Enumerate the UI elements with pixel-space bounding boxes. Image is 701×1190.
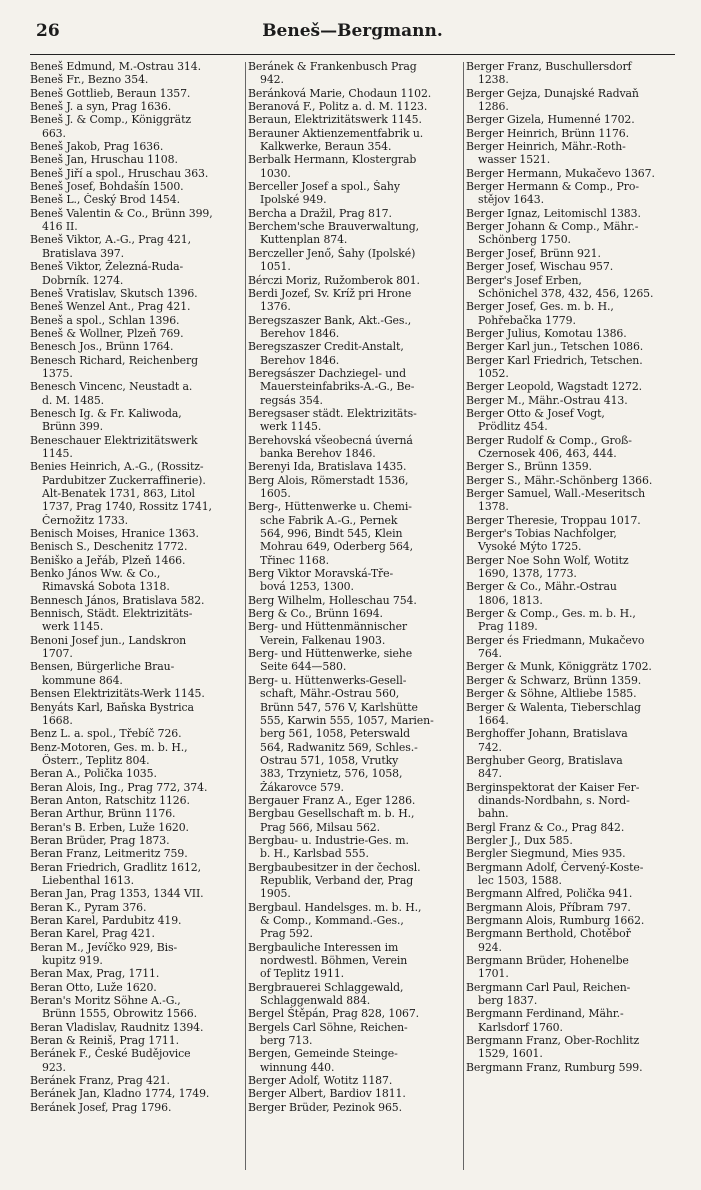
entry-continuation: berg 1837.: [478, 994, 538, 1008]
entry-continuation: Liebenthal 1613.: [42, 873, 134, 887]
directory-entry: Beran Alois, Ing., Prag 772, 374.: [30, 780, 208, 794]
entry-continuation: 1664.: [478, 713, 509, 727]
entry-continuation: Verein, Falkenau 1903.: [260, 633, 386, 647]
entry-continuation: stějov 1643.: [478, 193, 544, 207]
directory-entry: Bergbauliche Interessen im: [248, 940, 399, 954]
directory-entry: Beneš Viktor, Železná-Ruda-: [30, 260, 184, 274]
directory-entry: Bergauer Franz A., Eger 1286.: [248, 793, 416, 807]
directory-entry: Berdi Jozef, Sv. Kríž pri Hrone: [248, 286, 412, 300]
directory-entry: Benz L. a. spol., Třebíč 726.: [30, 727, 182, 741]
entry-continuation: Berehov 1846.: [260, 353, 340, 367]
directory-entry: Benesch Vincenc, Neustadt a.: [30, 380, 193, 394]
entry-continuation: 923.: [42, 1060, 66, 1074]
entry-continuation: Pardubitzer Zuckerraffinerie).: [42, 473, 206, 487]
entry-continuation: 1051.: [260, 260, 291, 274]
directory-entry: Berger Josef, Brünn 921.: [466, 246, 601, 260]
directory-entry: Bensen, Bürgerliche Brau-: [30, 660, 175, 674]
directory-entry: Berger Rudolf & Comp., Groß-: [466, 433, 632, 447]
entry-continuation: schaft, Mähr.-Ostrau 560,: [260, 687, 400, 701]
directory-entry: Beránek & Frankenbusch Prag: [248, 60, 417, 73]
entry-continuation: 1378.: [478, 500, 509, 514]
directory-entry: Beneš Edmund, M.-Ostrau 314.: [30, 60, 201, 73]
directory-entry: Beneš a spol., Schlan 1396.: [30, 313, 180, 327]
entry-continuation: 663.: [42, 126, 66, 140]
directory-entry: Benesch Richard, Reichenberg: [30, 353, 198, 367]
entry-continuation: Žákarovce 579.: [260, 780, 344, 794]
directory-entry: Benko János Ww. & Co.,: [30, 567, 161, 581]
directory-entry: Beregszaszer Credit-Anstalt,: [248, 340, 404, 354]
directory-entry: Bergmann Brüder, Hohenelbe: [466, 954, 629, 968]
directory-entry: Berger Julius, Komotau 1386.: [466, 326, 627, 340]
directory-entry: Beran's B. Erben, Luže 1620.: [30, 820, 189, 834]
directory-entry: Berger Adolf, Wotitz 1187.: [248, 1074, 393, 1088]
directory-entry: Bergmann Alois, Rumburg 1662.: [466, 914, 645, 927]
directory-entry: Berghoffer Johann, Bratislava: [466, 727, 628, 741]
entry-continuation: 1375.: [42, 366, 73, 380]
directory-entry: Beránek Jan, Kladno 1774, 1749.: [30, 1087, 210, 1101]
entry-continuation: & Comp., Kommand.-Ges.,: [260, 914, 404, 927]
entry-continuation: Prag 592.: [260, 927, 313, 941]
entry-continuation: Alt-Benatek 1731, 863, Litol: [42, 487, 195, 500]
entry-continuation: wasser 1521.: [478, 153, 551, 167]
entry-continuation: Ipolské 949.: [260, 193, 327, 207]
directory-entry: Berger Brüder, Pezinok 965.: [248, 1100, 402, 1114]
directory-entry: Berger & Söhne, Altliebe 1585.: [466, 687, 637, 701]
directory-entry: Berger & Co., Mähr.-Ostrau: [466, 580, 617, 594]
entry-continuation: winnung 440.: [260, 1060, 335, 1074]
directory-entry: Beran & Reiniš, Prag 1711.: [30, 1034, 179, 1048]
entry-continuation: kupitz 919.: [42, 954, 103, 968]
directory-entry: Berg-, Hüttenwerke u. Chemi-: [248, 500, 412, 514]
directory-entry: Berg Alois, Römerstadt 1536,: [248, 473, 409, 487]
directory-entry: Beneš L., Český Brod 1454.: [30, 193, 180, 207]
entry-continuation: 555, Karwin 555, 1057, Marien-: [260, 713, 434, 727]
entry-continuation: 1238.: [478, 73, 509, 87]
entry-continuation: Bratislava 397.: [42, 246, 124, 260]
directory-entry: Beran A., Polička 1035.: [30, 767, 157, 781]
directory-entry: Bergmann Alfred, Polička 941.: [466, 887, 633, 901]
directory-entry: Beran Brüder, Prag 1873.: [30, 833, 170, 847]
entry-continuation: Mohrau 649, Oderberg 564,: [260, 540, 413, 554]
entry-continuation: 564, Radwanitz 569, Schles.-: [260, 740, 418, 754]
entry-continuation: 1806, 1813.: [478, 593, 543, 607]
directory-entry: Beneš Jan, Hruschau 1108.: [30, 153, 178, 167]
entry-continuation: 1690, 1378, 1773.: [478, 567, 577, 581]
entry-continuation: 1668.: [42, 713, 73, 727]
entry-continuation: 924.: [478, 940, 502, 954]
directory-entry: Bensen Elektrizitäts-Werk 1145.: [30, 687, 205, 701]
directory-entry: Beniško a Jeřáb, Plzeň 1466.: [30, 553, 186, 567]
directory-entry: Berger M., Mähr.-Ostrau 413.: [466, 393, 628, 407]
directory-entry: Beneš Jakob, Prag 1636.: [30, 140, 164, 154]
entry-continuation: Republik, Verband der, Prag: [260, 873, 414, 887]
entry-continuation: werk 1145.: [260, 420, 322, 434]
directory-entry: Berger & Schwarz, Brünn 1359.: [466, 673, 642, 687]
directory-entry: Beneschauer Elektrizitätswerk: [30, 433, 198, 447]
entry-continuation: lec 1503, 1588.: [478, 873, 562, 887]
directory-entry: Beneš Jiří a spol., Hruschau 363.: [30, 166, 209, 180]
directory-entry: Berger és Friedmann, Mukačevo: [466, 633, 645, 647]
directory-entry: Beran Max, Prag, 1711.: [30, 967, 160, 981]
directory-entry: Beránková Marie, Chodaun 1102.: [248, 86, 432, 100]
entry-continuation: Schlaggenwald 884.: [260, 994, 371, 1008]
directory-entry: Berger Josef, Ges. m. b. H.,: [466, 300, 614, 314]
directory-entry: Berginspektorat der Kaiser Fer-: [466, 780, 640, 794]
directory-entry: Berger & Comp., Ges. m. b. H.,: [466, 607, 636, 621]
directory-entry: Benesch Ig. & Fr. Kaliwoda,: [30, 406, 182, 420]
directory-entry: Bennisch, Städt. Elektrizitäts-: [30, 607, 193, 621]
directory-entry: Berbalk Hermann, Klostergrab: [248, 153, 417, 167]
directory-entry: Berg & Co., Brünn 1694.: [248, 607, 383, 621]
directory-entry: Bergmann Carl Paul, Reichen-: [466, 980, 631, 994]
directory-entry: Beneš J. a syn, Prag 1636.: [30, 100, 172, 114]
directory-entry: Benisch Moises, Hranice 1363.: [30, 527, 199, 541]
entry-continuation: werk 1145.: [42, 620, 104, 634]
entry-continuation: Kalkwerke, Beraun 354.: [260, 140, 392, 154]
directory-entry: Berger's Tobias Nachfolger,: [466, 527, 617, 541]
directory-entry: Berauner Aktienzementfabrik u.: [248, 126, 424, 140]
entry-continuation: 1701.: [478, 967, 509, 981]
directory-entry: Bergbau- u. Industrie-Ges. m.: [248, 833, 409, 847]
directory-entry: Bercha a Dražil, Prag 817.: [248, 206, 392, 220]
entry-continuation: 1707.: [42, 647, 73, 661]
directory-entry: Benies Heinrich, A.-G., (Rossitz-: [30, 460, 204, 474]
entry-continuation: berg 561, 1058, Peterswald: [260, 727, 410, 741]
directory-entry: Bérczi Moriz, Ružomberok 801.: [248, 273, 420, 287]
entry-continuation: Černožitz 1733.: [42, 513, 129, 527]
column-middle: [248, 60, 460, 1172]
directory-entry: Berger Otto & Josef Vogt,: [466, 406, 605, 420]
entry-continuation: Třinec 1168.: [260, 553, 329, 567]
entry-continuation: Seite 644—580.: [260, 660, 347, 674]
directory-entry: Benz-Motoren, Ges. m. b. H.,: [30, 740, 188, 754]
directory-entry: Berger Hermann & Comp., Pro-: [466, 180, 639, 194]
entry-continuation: Schönichel 378, 432, 456, 1265.: [478, 286, 654, 300]
directory-entry: Bergler Siegmund, Mies 935.: [466, 847, 626, 861]
directory-entry: Benesch Jos., Brünn 1764.: [30, 340, 174, 354]
page-header: [30, 14, 675, 55]
entry-continuation: regsás 354.: [260, 393, 323, 407]
directory-entry: Beneš Wenzel Ant., Prag 421.: [30, 300, 191, 314]
entry-continuation: 1052.: [478, 366, 509, 380]
entry-continuation: Rimavská Sobota 1318.: [42, 580, 170, 594]
directory-entry: Berger Ignaz, Leitomischl 1383.: [466, 206, 641, 220]
directory-entry: Benoni Josef jun., Landskron: [30, 633, 187, 647]
directory-entry: Bergbau Gesellschaft m. b. H.,: [248, 807, 415, 821]
directory-entry: Beranová F., Politz a. d. M. 1123.: [248, 100, 428, 114]
directory-entry: Berger Gizela, Humenné 1702.: [466, 113, 635, 127]
directory-entry: Berenyi Ida, Bratislava 1435.: [248, 460, 407, 474]
directory-entry: Beneš Valentin & Co., Brünn 399,: [30, 206, 213, 220]
entry-continuation: bahn.: [478, 807, 509, 821]
entry-continuation: 1286.: [478, 100, 509, 114]
directory-entry: Beneš Gottlieb, Beraun 1357.: [30, 86, 191, 100]
directory-entry: Bergmann Ferdinand, Mähr.-: [466, 1007, 624, 1021]
directory-entry: Bergbaubesitzer in der čechosl.: [248, 860, 421, 874]
column-right: [466, 60, 678, 1172]
directory-entry: Beneš Viktor, A.-G., Prag 421,: [30, 233, 191, 247]
directory-entry: Berceller Josef a spol., Šahy: [248, 180, 400, 194]
directory-entry: Berg- und Hüttenwerke, siehe: [248, 647, 413, 661]
entry-continuation: Österr., Teplitz 804.: [42, 753, 150, 767]
entry-continuation: Brünn 399.: [42, 420, 103, 434]
directory-entry: Berger Johann & Comp., Mähr.-: [466, 220, 639, 234]
directory-entry: Berger Leopold, Wagstadt 1272.: [466, 380, 643, 394]
column-left: [30, 60, 242, 1172]
directory-entry: Bennesch János, Bratislava 582.: [30, 593, 205, 607]
directory-entry: Beran M., Jevíčko 929, Bis-: [30, 940, 178, 954]
directory-entry: Berehovská všeobecná úverná: [248, 433, 413, 447]
directory-entry: Beran Otto, Luže 1620.: [30, 980, 157, 994]
entry-continuation: of Teplitz 1911.: [260, 967, 345, 981]
entry-continuation: Schönberg 1750.: [478, 233, 571, 247]
directory-entry: Berczeller Jenő, Šahy (Ipolské): [248, 246, 416, 260]
directory-entry: Beregsászer Dachziegel- und: [248, 366, 406, 380]
directory-entry: Beránek Josef, Prag 1796.: [30, 1100, 172, 1114]
page-title: Beneš—Bergmann.: [262, 21, 443, 41]
entry-continuation: Berehov 1846.: [260, 326, 340, 340]
directory-entry: Beránek Franz, Prag 421.: [30, 1074, 170, 1088]
directory-entry: Beran Friedrich, Gradlitz 1612,: [30, 860, 202, 874]
directory-entry: Bergmann Franz, Ober-Rochlitz: [466, 1034, 640, 1048]
entry-continuation: 1905.: [260, 887, 291, 901]
directory-entry: Berger Karl jun., Tetschen 1086.: [466, 340, 644, 354]
directory-entry: Berghuber Georg, Bratislava: [466, 753, 623, 767]
entry-continuation: Dobrník. 1274.: [42, 273, 124, 287]
directory-entry: Bergen, Gemeinde Steinge-: [248, 1047, 398, 1061]
directory-entry: Beregszaszer Bank, Akt.-Ges.,: [248, 313, 412, 327]
directory-entry: Beran's Moritz Söhne A.-G.,: [30, 994, 181, 1008]
entry-continuation: 764.: [478, 647, 502, 661]
entry-continuation: Pohřebačka 1779.: [478, 313, 576, 327]
entry-continuation: Brünn 1555, Obrowitz 1566.: [42, 1007, 197, 1021]
entry-continuation: Czernosek 406, 463, 444.: [478, 446, 617, 460]
entry-continuation: 1376.: [260, 300, 291, 314]
directory-entry: Beneš Vratislav, Skutsch 1396.: [30, 286, 198, 300]
directory-entry: Berger Franz, Buschullersdorf: [466, 60, 632, 73]
entry-continuation: 1529, 1601.: [478, 1047, 543, 1061]
directory-entry: Berger S., Mähr.-Schönberg 1366.: [466, 473, 653, 487]
directory-entry: Berger Hermann, Mukačevo 1367.: [466, 166, 655, 180]
directory-entry: Benyáts Karl, Baňska Bystrica: [30, 700, 194, 714]
page-number: 26: [36, 21, 60, 41]
directory-entry: Berg Viktor Moravská-Tře-: [248, 567, 394, 581]
column-divider: [463, 62, 464, 1170]
directory-entry: Berg Wilhelm, Holleschau 754.: [248, 593, 417, 607]
directory-entry: Beran Arthur, Brünn 1176.: [30, 807, 176, 821]
directory-entry: Berger Karl Friedrich, Tetschen.: [466, 353, 643, 367]
directory-entry: Beregsaser städt. Elektrizitäts-: [248, 406, 417, 420]
entry-continuation: banka Berehov 1846.: [260, 446, 376, 460]
directory-entry: Beránek F., České Budějovice: [30, 1047, 191, 1061]
entry-continuation: Kuttenplan 874.: [260, 233, 348, 247]
directory-entry: Berger Heinrich, Mähr.-Roth-: [466, 140, 626, 154]
entry-continuation: Vysoké Mýto 1725.: [478, 540, 582, 554]
entry-continuation: Prag 1189.: [478, 620, 538, 634]
entry-continuation: 564, 996, Bindt 545, Klein: [260, 527, 403, 541]
directory-entry: Bergbaul. Handelsges. m. b. H.,: [248, 900, 422, 914]
entry-continuation: d. M. 1485.: [42, 393, 105, 407]
entry-continuation: 847.: [478, 767, 502, 781]
directory-entry: Beran Karel, Pardubitz 419.: [30, 914, 182, 927]
entry-continuation: 1737, Prag 1740, Rossitz 1741,: [42, 500, 212, 514]
directory-entry: Beraun, Elektrizitätswerk 1145.: [248, 113, 422, 127]
directory-entry: Berg- und Hüttenmännischer: [248, 620, 408, 634]
directory-entry: Berger Noe Sohn Wolf, Wotitz: [466, 553, 629, 567]
directory-entry: Bergl Franz & Co., Prag 842.: [466, 820, 625, 834]
directory-entry: Berger S., Brünn 1359.: [466, 460, 592, 474]
entry-continuation: bová 1253, 1300.: [260, 580, 354, 594]
directory-entry: Berger & Walenta, Tieberschlag: [466, 700, 641, 714]
directory-entry: Beran Jan, Prag 1353, 1344 VII.: [30, 887, 204, 901]
directory-entry: Beran Franz, Leitmeritz 759.: [30, 847, 188, 861]
entry-continuation: Mauersteinfabriks-A.-G., Be-: [260, 380, 415, 394]
entry-continuation: kommune 864.: [42, 673, 123, 687]
entry-continuation: 1030.: [260, 166, 291, 180]
directory-entry: Berger Samuel, Wall.-Meseritsch: [466, 487, 646, 500]
directory-entry: Beneš J. & Comp., Königgrätz: [30, 113, 191, 127]
entry-continuation: b. H., Karlsbad 555.: [260, 847, 369, 861]
entry-continuation: 1605.: [260, 487, 291, 500]
directory-entry: Bergler J., Dux 585.: [466, 833, 573, 847]
directory-entry: Benisch S., Deschenitz 1772.: [30, 540, 188, 554]
directory-entry: Berger Heinrich, Brünn 1176.: [466, 126, 629, 140]
directory-entry: Bergmann Franz, Rumburg 599.: [466, 1060, 643, 1074]
directory-entry: Bergmann Adolf, Červený-Koste-: [466, 860, 644, 874]
directory-entry: Berger Josef, Wischau 957.: [466, 260, 614, 274]
entry-continuation: berg 713.: [260, 1034, 313, 1048]
directory-entry: Berger & Munk, Königgrätz 1702.: [466, 660, 652, 674]
column-divider: [245, 62, 246, 1170]
directory-entry: Berchem'sche Brauverwaltung,: [248, 220, 419, 234]
entry-continuation: 942.: [260, 73, 284, 87]
entry-continuation: dinands-Nordbahn, s. Nord-: [478, 793, 630, 807]
entry-continuation: sche Fabrik A.-G., Pernek: [260, 513, 398, 527]
directory-entry: Bergbrauerei Schlaggewald,: [248, 980, 404, 994]
directory-entry: Bergel Štěpán, Prag 828, 1067.: [248, 1007, 420, 1021]
entry-continuation: 742.: [478, 740, 502, 754]
directory-entry: Beneš Fr., Bezno 354.: [30, 73, 149, 87]
directory-entry: Bergmann Alois, Příbram 797.: [466, 900, 631, 914]
directory-entry: Beneš Josef, Bohdašín 1500.: [30, 180, 184, 194]
directory-entry: Berger's Josef Erben,: [466, 273, 582, 287]
directory-entry: Berger Gejza, Dunajské Radvaň: [466, 86, 639, 100]
directory-entry: Berg- u. Hüttenwerks-Gesell-: [248, 673, 407, 687]
directory-entry: Beneš & Wollner, Plzeň 769.: [30, 326, 184, 340]
entry-continuation: Brünn 547, 576 V, Karlshütte: [260, 700, 418, 714]
directory-entry: Berger Theresie, Troppau 1017.: [466, 513, 641, 527]
entry-continuation: 416 II.: [42, 220, 78, 234]
entry-continuation: Ostrau 571, 1058, Vrutky: [260, 753, 399, 767]
entry-continuation: Prag 566, Milsau 562.: [260, 820, 380, 834]
entry-continuation: 383, Trzynietz, 576, 1058,: [260, 767, 403, 781]
directory-entry: Beran Vladislav, Raudnitz 1394.: [30, 1020, 204, 1034]
directory-entry: Beran K., Pyram 376.: [30, 900, 147, 914]
directory-entry: Beran Anton, Ratschitz 1126.: [30, 793, 190, 807]
directory-entry: Bergmann Berthold, Chotěboř: [466, 927, 631, 941]
directory-entry: Beran Karel, Prag 421.: [30, 927, 155, 941]
directory-entry: Berger Albert, Bardiov 1811.: [248, 1087, 406, 1101]
entry-continuation: 1145.: [42, 446, 73, 460]
entry-continuation: Karlsdorf 1760.: [478, 1020, 563, 1034]
entry-continuation: nordwestl. Böhmen, Verein: [260, 954, 408, 968]
directory-entry: Bergels Carl Söhne, Reichen-: [248, 1020, 408, 1034]
entry-continuation: Prödlitz 454.: [478, 420, 548, 434]
